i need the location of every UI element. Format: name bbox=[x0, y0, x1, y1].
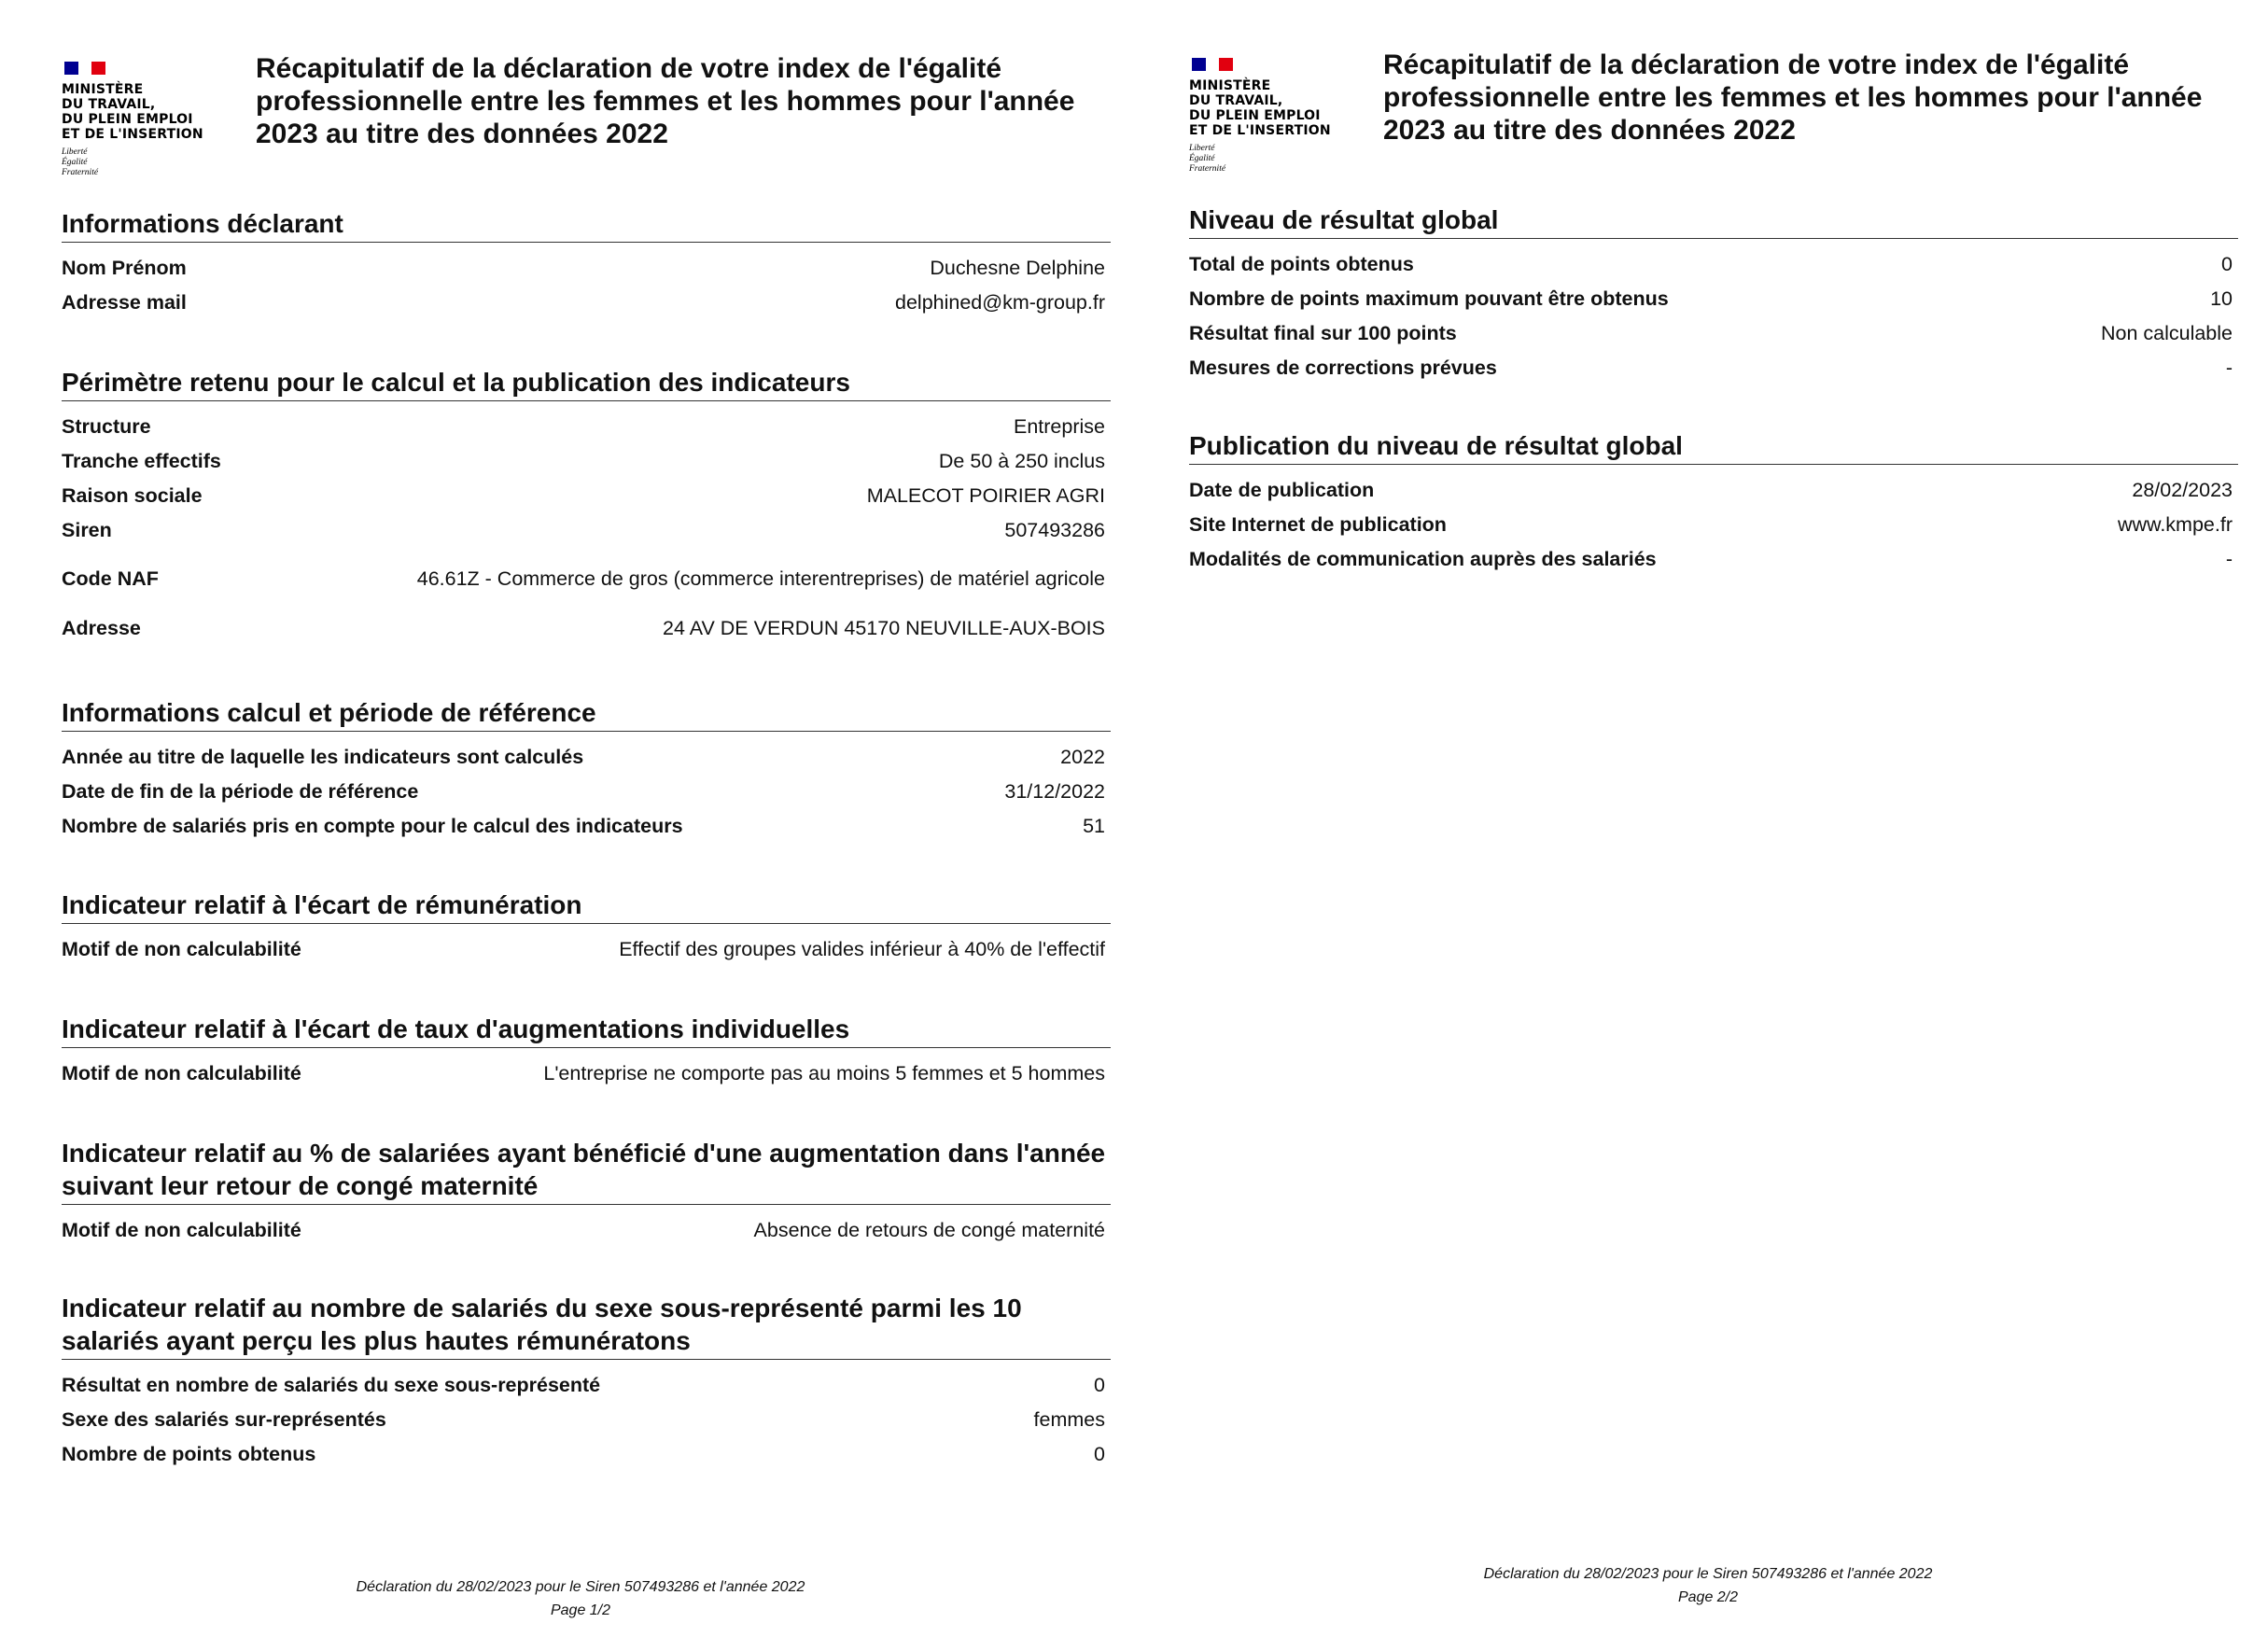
section-title: Informations calcul et période de référence bbox=[62, 696, 1111, 732]
row-annee-indicateurs: Année au titre de laquelle les indicateurs sont calculés 2022 bbox=[62, 745, 1105, 768]
document-title: Récapitulatif de la déclaration de votre index de l'égalité professionnelle entre les femmes et les hommes pour l'année 2023 au titre des données 2022 bbox=[256, 53, 1075, 149]
row-code-naf: Code NAF 46.61Z - Commerce de gros (commerce interentreprises) de matériel agricole bbox=[62, 567, 1105, 590]
row-total-points: Total de points obtenus 0 bbox=[1189, 252, 2233, 275]
republic-motto: Liberté Égalité Fraternité bbox=[62, 147, 99, 177]
french-flag-icon bbox=[64, 62, 105, 75]
ministry-logo bbox=[1189, 58, 1366, 175]
section-conge-maternite bbox=[62, 1137, 1111, 1247]
section-ecart-remuneration bbox=[62, 888, 1111, 966]
footer-declaration: Déclaration du 28/02/2023 pour le Siren 507493286 et l'année 2022 bbox=[356, 1579, 805, 1595]
section-hautes-remunerations bbox=[62, 1292, 1111, 1471]
row-resultat-final: Résultat final sur 100 points Non calculable bbox=[1189, 321, 2233, 344]
page-2 bbox=[1189, 0, 2238, 1637]
row-site-internet: Site Internet de publication www.kmpe.fr bbox=[1189, 512, 2233, 536]
row-nombre-points: Nombre de points obtenus 0 bbox=[62, 1442, 1105, 1465]
page-footer bbox=[1189, 1562, 2227, 1609]
section-informations-declarant bbox=[62, 207, 1111, 319]
row-date-fin-periode: Date de fin de la période de référence 31/12/2022 bbox=[62, 779, 1105, 803]
row-adresse-mail: Adresse mail delphined@km-group.fr bbox=[62, 290, 1105, 314]
page-footer bbox=[62, 1575, 1099, 1622]
french-flag-icon bbox=[1192, 58, 1233, 71]
footer-page-number: Page 1/2 bbox=[550, 1602, 611, 1618]
ministry-name: MINISTÈRE DU TRAVAIL, DU PLEIN EMPLOI ET DE L'INSERTION bbox=[1189, 78, 1331, 138]
section-title: Périmètre retenu pour le calcul et la publication des indicateurs bbox=[62, 366, 1111, 401]
row-structure: Structure Entreprise bbox=[62, 414, 1105, 438]
footer-page-number: Page 2/2 bbox=[1677, 1589, 1739, 1605]
document-title: Récapitulatif de la déclaration de votre index de l'égalité professionnelle entre les femmes et les hommes pour l'année 2023 au titre des données 2022 bbox=[1383, 49, 2203, 146]
row-mesures-corrections: Mesures de corrections prévues - bbox=[1189, 356, 2233, 379]
section-publication bbox=[1189, 429, 2238, 576]
row-tranche-effectifs: Tranche effectifs De 50 à 250 inclus bbox=[62, 449, 1105, 472]
section-title: Publication du niveau de résultat global bbox=[1189, 429, 2238, 465]
page-1 bbox=[62, 0, 1111, 1637]
row-raison-sociale: Raison sociale MALECOT POIRIER AGRI bbox=[62, 483, 1105, 507]
row-date-publication: Date de publication 28/02/2023 bbox=[1189, 478, 2233, 501]
section-perimetre bbox=[62, 366, 1111, 645]
ministry-logo bbox=[62, 62, 239, 178]
footer-declaration: Déclaration du 28/02/2023 pour le Siren 507493286 et l'année 2022 bbox=[1483, 1566, 1933, 1582]
section-title: Indicateur relatif à l'écart de rémunération bbox=[62, 888, 1111, 924]
row-nom-prenom: Nom Prénom Duchesne Delphine bbox=[62, 256, 1105, 279]
row-points-maximum: Nombre de points maximum pouvant être obtenus 10 bbox=[1189, 287, 2233, 310]
row-modalites-communication: Modalités de communication auprès des salariés - bbox=[1189, 547, 2233, 570]
row-siren: Siren 507493286 bbox=[62, 518, 1105, 541]
row-nombre-salaries: Nombre de salariés pris en compte pour le calcul des indicateurs 51 bbox=[62, 814, 1105, 837]
section-title: Indicateur relatif au % de salariées ayant bénéficié d'une augmentation dans l'année suivant leur retour de congé maternité bbox=[62, 1137, 1111, 1205]
row-adresse: Adresse 24 AV DE VERDUN 45170 NEUVILLE-AUX-BOIS bbox=[62, 616, 1105, 639]
section-title: Informations déclarant bbox=[62, 207, 1111, 243]
section-title: Niveau de résultat global bbox=[1189, 203, 2238, 239]
row-sexe-sur-representes: Sexe des salariés sur-représentés femmes bbox=[62, 1407, 1105, 1431]
row-resultat-sous-represente: Résultat en nombre de salariés du sexe sous-représenté 0 bbox=[62, 1373, 1105, 1396]
row-motif-non-calculabilite: Motif de non calculabilité Absence de retours de congé maternité bbox=[62, 1218, 1105, 1241]
row-motif-non-calculabilite: Motif de non calculabilité Effectif des groupes valides inférieur à 40% de l'effectif bbox=[62, 937, 1105, 960]
row-motif-non-calculabilite: Motif de non calculabilité L'entreprise ne comporte pas au moins 5 femmes et 5 hommes bbox=[62, 1061, 1105, 1084]
republic-motto: Liberté Égalité Fraternité bbox=[1189, 144, 1226, 174]
section-informations-calcul bbox=[62, 696, 1111, 843]
section-title: Indicateur relatif à l'écart de taux d'augmentations individuelles bbox=[62, 1013, 1111, 1048]
ministry-name: MINISTÈRE DU TRAVAIL, DU PLEIN EMPLOI ET DE L'INSERTION bbox=[62, 82, 203, 142]
section-niveau-resultat-global bbox=[1189, 203, 2238, 385]
section-title: Indicateur relatif au nombre de salariés du sexe sous-représenté parmi les 10 salariés ayant perçu les plus hautes rémunératons bbox=[62, 1292, 1111, 1360]
section-ecart-augmentations bbox=[62, 1013, 1111, 1090]
